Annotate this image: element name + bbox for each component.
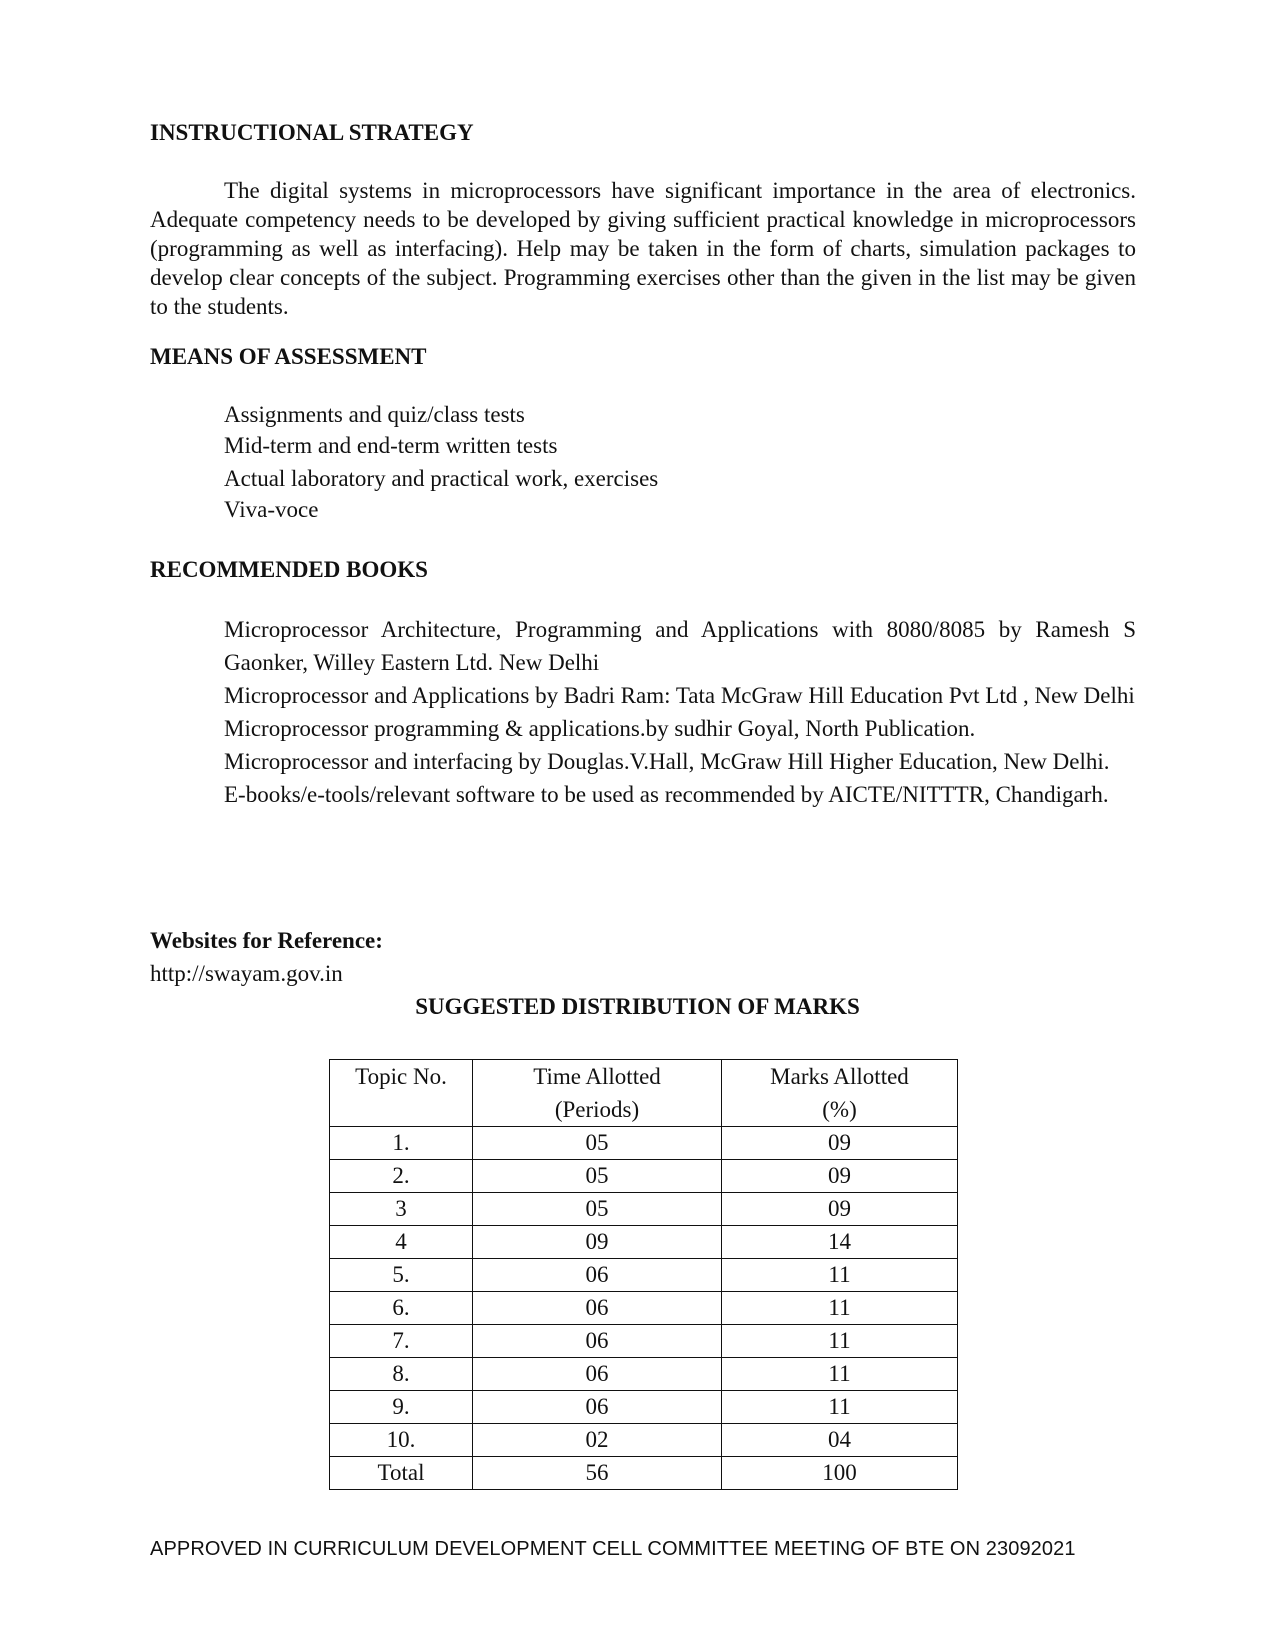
time-cell: 05: [473, 1127, 722, 1160]
time-cell: 09: [473, 1226, 722, 1259]
time-cell: 06: [473, 1325, 722, 1358]
topic-cell: 7.: [330, 1325, 473, 1358]
instructional-strategy-heading: INSTRUCTIONAL STRATEGY: [150, 120, 474, 145]
approval-footer: APPROVED IN CURRICULUM DEVELOPMENT CELL COMMITTEE MEETING OF BTE ON 23092021: [150, 1538, 1076, 1560]
marks-cell: 09: [722, 1193, 958, 1226]
table-row: [330, 1325, 958, 1358]
table-row: [330, 1259, 958, 1292]
time-cell: 06: [473, 1259, 722, 1292]
marks-cell: 11: [722, 1391, 958, 1424]
marks-distribution-table: [329, 1059, 958, 1490]
table-row: [330, 1424, 958, 1457]
time-cell: 05: [473, 1193, 722, 1226]
topic-cell: 6.: [330, 1292, 473, 1325]
topic-cell: 8.: [330, 1358, 473, 1391]
websites-heading: Websites for Reference:: [150, 928, 383, 953]
recommended-books-list: [224, 613, 1136, 811]
topic-cell: 1.: [330, 1127, 473, 1160]
time-cell: 05: [473, 1160, 722, 1193]
book-item: Microprocessor Architecture, Programming and Applications with 8080/8085 by Ramesh S Gaonker, Willey Eastern Ltd. New Delhi: [224, 617, 1136, 675]
assessment-item: Assignments and quiz/class tests: [224, 402, 525, 427]
assessment-item: Viva-voce: [224, 497, 319, 522]
table-row: [330, 1193, 958, 1226]
topic-cell: 2.: [330, 1160, 473, 1193]
header-time-allotted: Time Allotted (Periods): [473, 1060, 722, 1127]
marks-cell: 14: [722, 1226, 958, 1259]
marks-cell: 11: [722, 1259, 958, 1292]
table-row: [330, 1226, 958, 1259]
table-row: [330, 1358, 958, 1391]
total-label-cell: Total: [330, 1457, 473, 1490]
book-item: E-books/e-tools/relevant software to be used as recommended by AICTE/NITTTR, Chandigarh.: [224, 782, 1109, 807]
topic-cell: 10.: [330, 1424, 473, 1457]
table-header-row: [330, 1060, 958, 1127]
time-cell: 06: [473, 1292, 722, 1325]
book-item: Microprocessor and Applications by Badri Ram: Tata McGraw Hill Education Pvt Ltd , New Delhi: [224, 683, 1135, 708]
recommended-books-heading: RECOMMENDED BOOKS: [150, 557, 428, 582]
topic-cell: 4: [330, 1226, 473, 1259]
time-cell: 06: [473, 1391, 722, 1424]
assessment-item: Actual laboratory and practical work, exercises: [224, 466, 659, 491]
website-link[interactable]: http://swayam.gov.in: [150, 961, 343, 986]
assessment-list: [224, 400, 1136, 526]
marks-table-title: SUGGESTED DISTRIBUTION OF MARKS: [415, 994, 860, 1019]
marks-cell: 11: [722, 1292, 958, 1325]
marks-cell: 09: [722, 1127, 958, 1160]
marks-cell: 04: [722, 1424, 958, 1457]
marks-cell: 09: [722, 1160, 958, 1193]
marks-cell: 11: [722, 1325, 958, 1358]
assessment-item: Mid-term and end-term written tests: [224, 433, 558, 458]
marks-cell: 11: [722, 1358, 958, 1391]
total-time-cell: 56: [473, 1457, 722, 1490]
instructional-strategy-paragraph: The digital systems in microprocessors have significant importance in the area of electronics. Adequate competency needs to be developed by giving sufficient practical knowledge in microprocessors (programming as well as interfacing). Help may be taken in the form of charts, simulation packages to develop clear concepts of the subject. Programming exercises other than the given in the list may be given to the students.: [150, 178, 1136, 319]
topic-cell: 9.: [330, 1391, 473, 1424]
book-item: Microprocessor programming & applications.by sudhir Goyal, North Publication.: [224, 716, 976, 741]
topic-cell: 5.: [330, 1259, 473, 1292]
topic-cell: 3: [330, 1193, 473, 1226]
time-cell: 02: [473, 1424, 722, 1457]
assessment-heading: MEANS OF ASSESSMENT: [150, 344, 427, 369]
header-topic-no: Topic No.: [330, 1060, 473, 1127]
table-total-row: [330, 1457, 958, 1490]
table-row: [330, 1391, 958, 1424]
table-row: [330, 1127, 958, 1160]
book-item: Microprocessor and interfacing by Douglas.V.Hall, McGraw Hill Higher Education, New Delhi.: [224, 749, 1110, 774]
header-marks-allotted: Marks Allotted (%): [722, 1060, 958, 1127]
time-cell: 06: [473, 1358, 722, 1391]
table-row: [330, 1160, 958, 1193]
total-marks-cell: 100: [722, 1457, 958, 1490]
table-row: [330, 1292, 958, 1325]
